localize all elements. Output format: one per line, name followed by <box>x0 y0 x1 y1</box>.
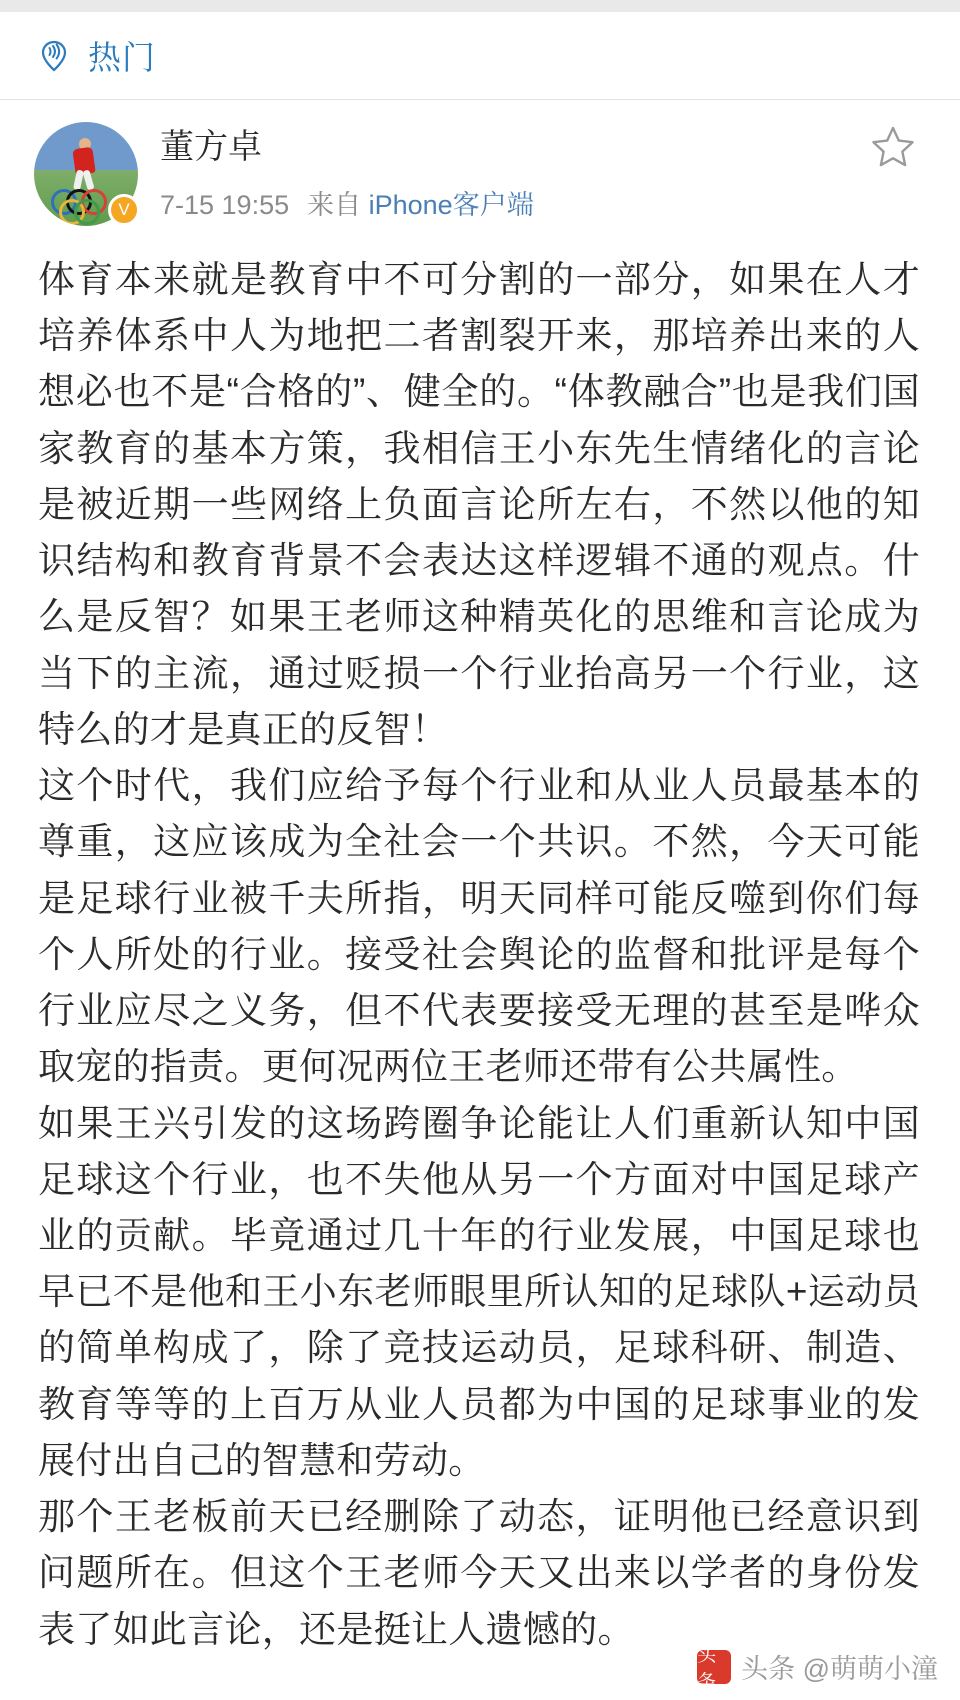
toutiao-logo-icon: 头条 <box>697 1650 731 1684</box>
post-meta <box>160 122 928 222</box>
post-paragraph: 如果王兴引发的这场跨圈争论能让人们重新认知中国足球这个行业，也不失他从另一个方面对中国足球产业的贡献。毕竟通过几十年的行业发展，中国足球也早已不是他和王小东老师眼里所认知的足球队+运动员的简单构成了，除了竞技运动员，足球科研、制造、教育等等的上百万从业人员都为中国的足球事业的发展付出自己的智慧和劳动。 <box>38 1102 920 1481</box>
hot-section-bar[interactable] <box>0 12 960 100</box>
top-status-strip <box>0 0 960 12</box>
post-body <box>22 226 938 1658</box>
post-card <box>0 100 960 1658</box>
star-outline-icon[interactable] <box>866 120 920 174</box>
post-meta-line <box>160 183 928 222</box>
post-paragraph: 体育本来就是教育中不可分割的一部分，如果在人才培养体系中人为地把二者割裂开来，那培养出来的人想必也不是“合格的”、健全的。“体教融合”也是我们国家教育的基本方策，我相信王小东先生情绪化的言论是被近期一些网络上负面言论所左右，不然以他的知识结构和教育背景不会表达这样逻辑不通的观点。什么是反智？如果王老师这种精英化的思维和言论成为当下的主流，通过贬损一个行业抬高另一个行业，这特么的才是真正的反智！ <box>38 259 920 750</box>
post-paragraph: 这个时代，我们应给予每个行业和从业人员最基本的尊重，这应该成为全社会一个共识。不然，今天可能是足球行业被千夫所指，明天同样可能反噬到你们每个人所处的行业。接受社会舆论的监督和批评是每个行业应尽之义务，但不代表要接受无理的甚至是哗众取宠的指责。更何况两位王老师还带有公共属性。 <box>38 765 920 1088</box>
watermark-text: 头条 @萌萌小潼 <box>741 1654 938 1684</box>
hot-broadcast-icon <box>34 36 74 76</box>
avatar[interactable] <box>34 122 138 226</box>
post-timestamp: 7-15 19:55 <box>160 189 290 220</box>
post-source-prefix: 来自 <box>307 189 362 220</box>
verified-badge-icon: V <box>108 194 140 226</box>
post-header <box>22 100 938 226</box>
author-name[interactable]: 董方卓 <box>160 128 262 166</box>
post-source <box>307 183 534 222</box>
watermark <box>697 1644 938 1693</box>
post-source-client[interactable]: iPhone客户端 <box>368 189 534 220</box>
post-paragraph: 那个王老板前天已经删除了动态，证明他已经意识到问题所在。但这个王老师今天又出来以学者的身份发表了如此言论，还是挺让人遗憾的。 <box>38 1496 920 1650</box>
hot-section-label: 热门 <box>88 39 156 76</box>
soccer-player-figure <box>68 136 102 192</box>
